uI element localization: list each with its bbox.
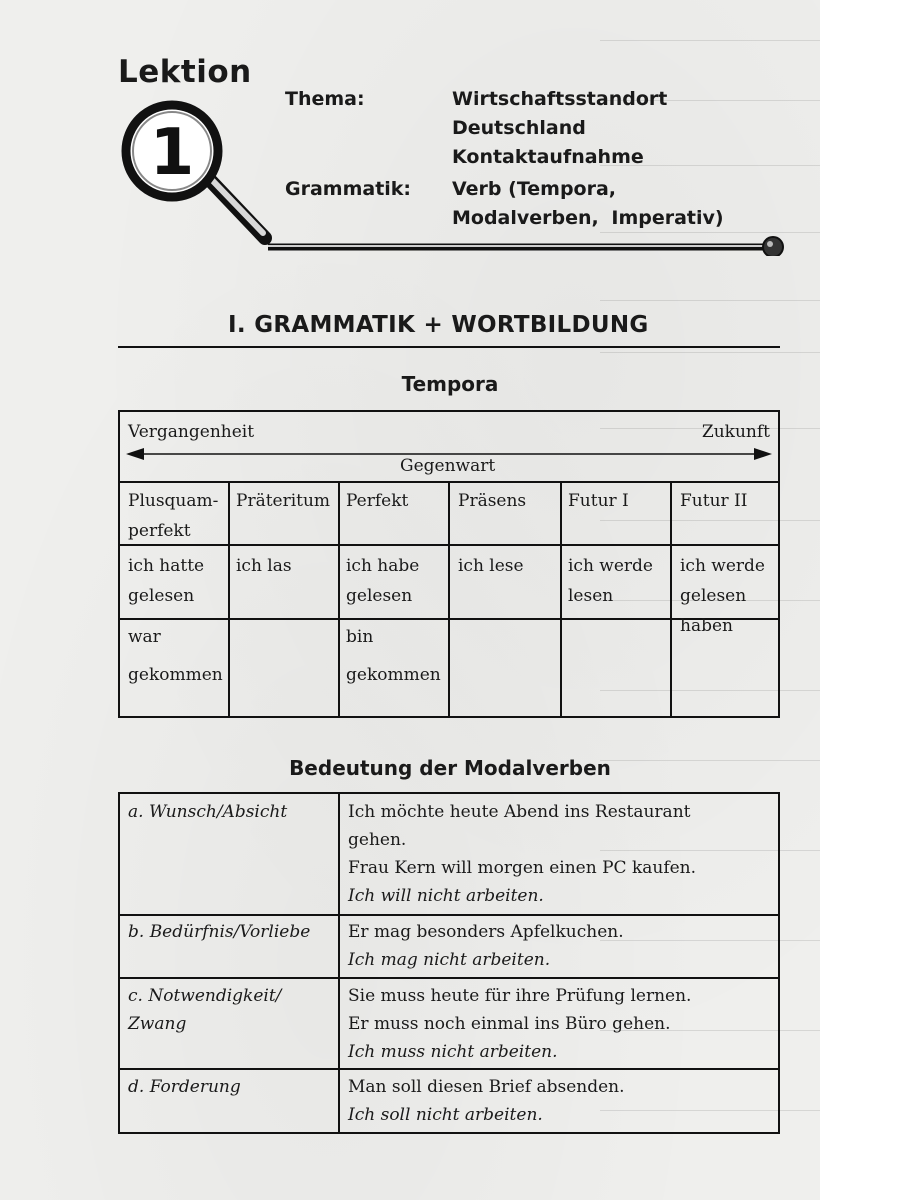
- tense-example: ich werde lesen: [568, 556, 653, 606]
- grammatik-line: Modalverben, Imperativ): [452, 207, 724, 229]
- modal-examples: Man soll diesen Brief absenden. Ich soll nicht arbeiten.: [348, 1077, 625, 1125]
- thema-line: Deutschland: [452, 117, 586, 139]
- tense-example: ich hatte gelesen: [128, 556, 205, 606]
- modal-meaning: c. Notwendigkeit/ Zwang: [128, 986, 282, 1034]
- thema-line: Kontaktaufnahme: [452, 146, 644, 168]
- timeline-past-label: Vergangenheit: [128, 422, 255, 442]
- timeline-future-label: Zukunft: [701, 422, 770, 442]
- modal-examples: Ich möchte heute Abend ins Restaurant gehen. Frau Kern will morgen einen PC kaufen. Ich will nicht arbeiten.: [348, 802, 697, 906]
- tense-header-futur-1: Futur I: [568, 491, 629, 511]
- lektion-title: Lektion: [118, 54, 252, 90]
- tense-header-plusquamperfekt: Plusquam- perfekt: [128, 491, 219, 541]
- tense-header-praeteritum: Präteritum: [236, 491, 331, 511]
- tense-example: war gekommen: [128, 627, 223, 685]
- grammatik-line: Verb (Tempora,: [452, 178, 617, 200]
- thema-line: Wirtschaftsstandort: [452, 88, 668, 110]
- modal-table: [118, 792, 780, 1134]
- lesson-number: 1: [149, 116, 195, 190]
- tense-example: ich lese: [458, 556, 524, 576]
- modal-meaning: d. Forderung: [128, 1077, 241, 1097]
- tense-header-praesens: Präsens: [458, 491, 527, 511]
- modal-examples: Sie muss heute für ihre Prüfung lernen. Er muss noch einmal ins Büro gehen. Ich muss nicht arbeiten.: [348, 986, 692, 1062]
- tense-example: ich las: [236, 556, 292, 576]
- tense-header-perfekt: Perfekt: [346, 491, 409, 511]
- section-rule: [118, 346, 780, 348]
- modal-meaning: b. Bedürfnis/Vorliebe: [128, 922, 311, 942]
- tense-example: bin gekommen: [346, 627, 441, 685]
- modal-examples: Er mag besonders Apfelkuchen. Ich mag nicht arbeiten.: [348, 922, 624, 970]
- tense-example: ich werde gelesen haben: [680, 556, 765, 636]
- tempora-title: Tempora: [401, 372, 499, 396]
- section-title: I. GRAMMATIK + WORTBILDUNG: [228, 312, 649, 338]
- tense-example: ich habe gelesen: [346, 556, 420, 606]
- tense-header-futur-2: Futur II: [680, 491, 748, 511]
- timeline-present-label: Gegenwart: [400, 456, 496, 476]
- modal-title: Bedeutung der Modalverben: [289, 756, 611, 780]
- tempora-table: [118, 410, 780, 718]
- modal-meaning: a. Wunsch/Absicht: [128, 802, 288, 822]
- thema-label: Thema:: [285, 88, 365, 110]
- grammatik-label: Grammatik:: [285, 178, 412, 200]
